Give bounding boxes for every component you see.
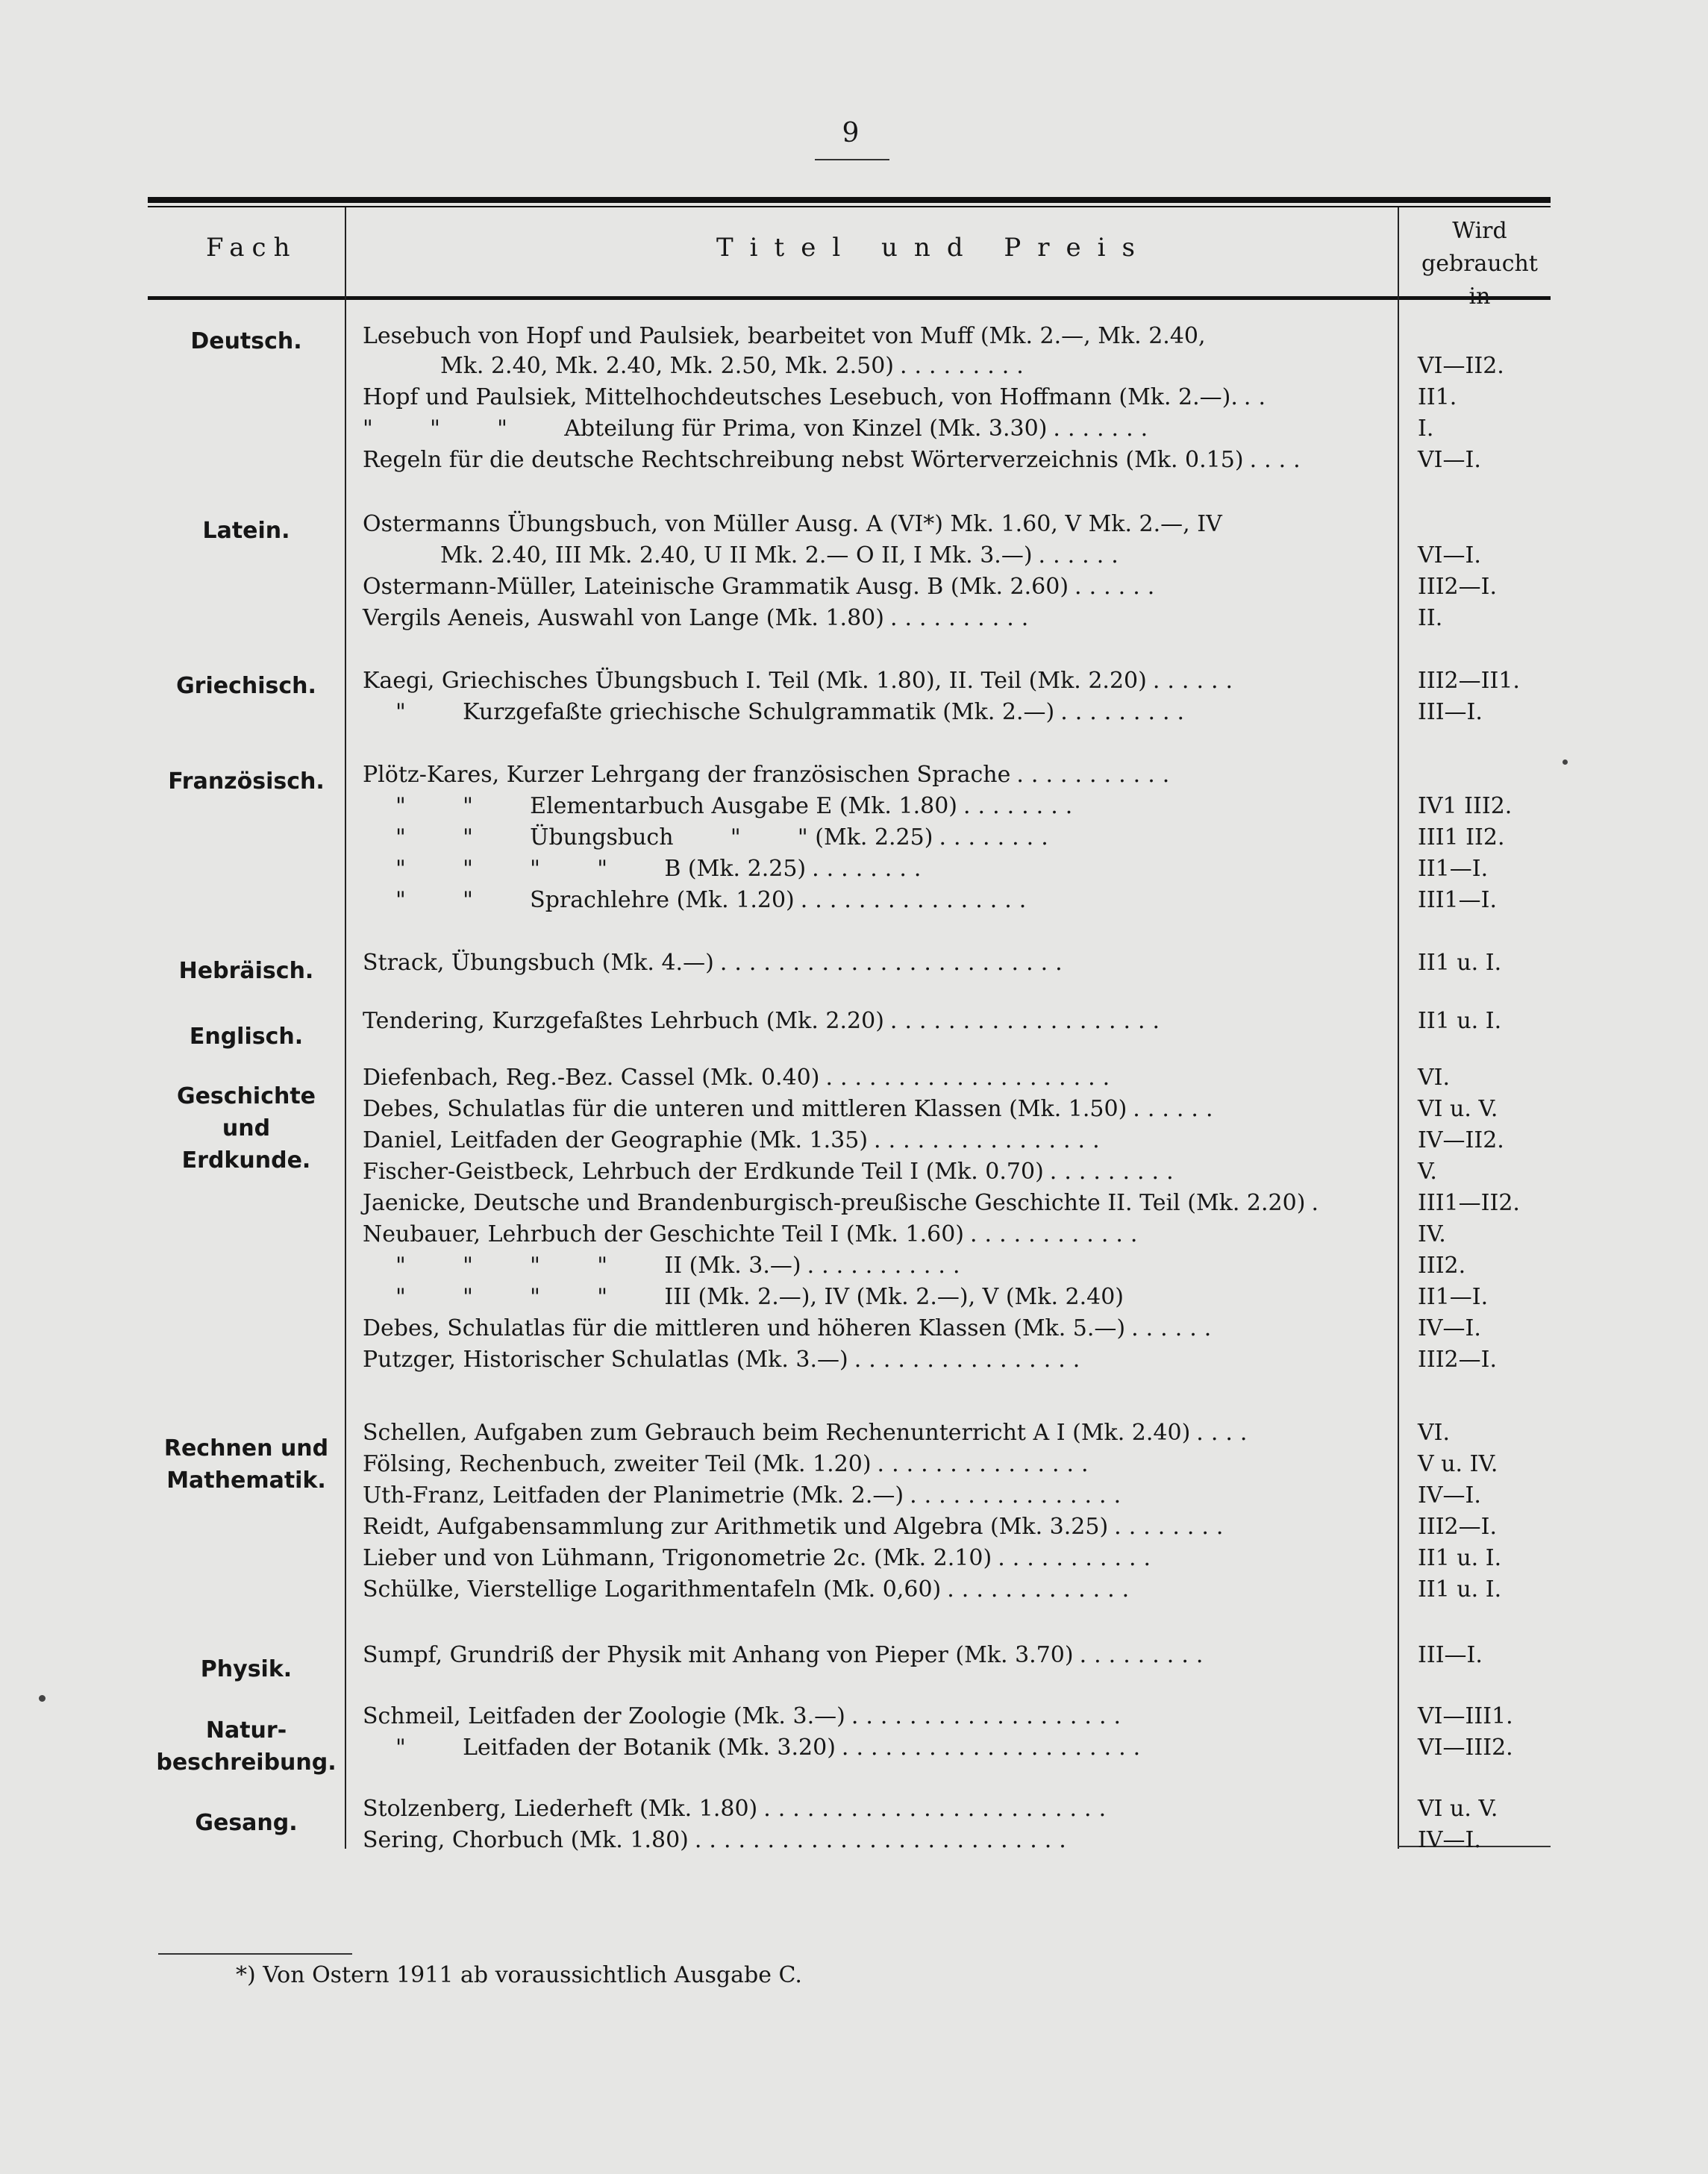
book-row xyxy=(363,1188,1326,1219)
book-title: Neubauer, Lehrbuch der Geschichte Teil I (Mk. 1.60) xyxy=(363,1221,964,1247)
book-title: " Leitfaden der Botanik (Mk. 3.20) xyxy=(395,1735,836,1761)
leader-dots: . xyxy=(1311,1190,1326,1216)
book-title: " " " " II (Mk. 3.—) xyxy=(395,1253,801,1279)
leader-dots: ...... xyxy=(1133,1096,1221,1122)
book-title: " " Elementarbuch Ausgabe E (Mk. 1.80) xyxy=(395,793,957,819)
leader-dots: ........ xyxy=(939,824,1056,851)
klasse-cell: II1 u. I. xyxy=(1418,950,1502,976)
leader-dots: ........... xyxy=(1016,762,1177,788)
book-row xyxy=(363,1156,1181,1188)
klasse-cell: VI—III2. xyxy=(1418,1735,1513,1761)
klasse-cell: II. xyxy=(1418,605,1443,631)
book-title: " " " Abteilung für Prima, von Kinzel (Mk. 3.30) xyxy=(363,416,1048,442)
paper-speck xyxy=(39,1695,46,1702)
subject-deutsch: Deutsch. xyxy=(190,328,302,354)
book-title: Reidt, Aufgabensammlung zur Arithmetik und Algebra (Mk. 3.25) xyxy=(363,1514,1109,1540)
leader-dots: ......... xyxy=(899,353,1031,379)
klasse-cell: III2—I. xyxy=(1418,1514,1498,1540)
klasse-cell: II1—I. xyxy=(1418,1284,1489,1310)
subject-geschichte: Geschichte und Erdkunde. xyxy=(176,1083,316,1174)
klasse-cell: VI u. V. xyxy=(1418,1796,1498,1822)
book-title: Sumpf, Grundriß der Physik mit Anhang von Pieper (Mk. 3.70) xyxy=(363,1642,1074,1668)
book-title: Plötz-Kares, Kurzer Lehrgang der französischen Sprache xyxy=(363,762,1011,788)
book-row xyxy=(395,791,1080,822)
leader-dots: ........................ xyxy=(763,1796,1114,1822)
book-title: Stolzenberg, Liederheft (Mk. 1.80) xyxy=(363,1796,758,1822)
leader-dots: ...... xyxy=(1074,574,1163,600)
header-wird: Wird gebraucht in xyxy=(1421,218,1538,310)
leader-dots: ............. xyxy=(947,1576,1137,1603)
leader-dots: ................ xyxy=(800,887,1034,913)
book-title: Schellen, Aufgaben zum Gebrauch beim Rechenunterricht A I (Mk. 2.40) xyxy=(363,1420,1191,1446)
book-title: Vergils Aeneis, Auswahl von Lange (Mk. 1.80) xyxy=(363,605,884,631)
leader-dots: ......... xyxy=(1060,699,1192,725)
leader-dots: ...... xyxy=(1038,542,1126,568)
book-title: " " Sprachlehre (Mk. 1.20) xyxy=(395,887,795,913)
book-row xyxy=(363,382,1273,413)
column-divider-right xyxy=(1398,207,1399,1849)
book-row xyxy=(363,1543,1158,1574)
klasse-cell: VI. xyxy=(1418,1420,1451,1446)
klasse-cell: III2—I. xyxy=(1418,1347,1498,1373)
leader-dots: .. xyxy=(1243,384,1273,410)
book-row xyxy=(395,1250,968,1282)
klasse-cell: V u. IV. xyxy=(1418,1451,1498,1477)
book-title: Mk. 2.40, Mk. 2.40, Mk. 2.50, Mk. 2.50) xyxy=(440,353,894,379)
book-title: Ostermanns Übungsbuch, von Müller Ausg. A (VI*) Mk. 1.60, V Mk. 2.—, IV xyxy=(363,511,1222,537)
header-titel: Titel und Preis xyxy=(716,233,1151,263)
book-title: Kaegi, Griechisches Übungsbuch I. Teil (Mk. 1.80), II. Teil (Mk. 2.20) xyxy=(363,668,1147,694)
klasse-cell: III2—II1. xyxy=(1418,668,1520,694)
leader-dots: ......... xyxy=(1079,1642,1211,1668)
book-row xyxy=(440,540,1126,571)
leader-dots: ...... xyxy=(1152,668,1241,694)
leader-dots: ........... xyxy=(998,1545,1159,1571)
footnote-rule xyxy=(158,1953,352,1955)
book-row xyxy=(363,445,1308,476)
header-fach: Fach xyxy=(206,233,298,263)
book-title: Regeln für die deutsche Rechtschreibung nebst Wörterverzeichnis (Mk. 0.15) xyxy=(363,447,1244,473)
leader-dots: .......................... xyxy=(694,1827,1074,1853)
book-row xyxy=(395,1282,1130,1313)
book-row xyxy=(363,759,1177,791)
klasse-cell: VI—I. xyxy=(1418,542,1481,568)
klasse-cell: IV—I. xyxy=(1418,1827,1481,1853)
klasse-cell: VI. xyxy=(1418,1065,1451,1091)
book-title: Ostermann-Müller, Lateinische Grammatik Ausg. B (Mk. 2.60) xyxy=(363,574,1069,600)
subject-natur: Natur- beschreibung. xyxy=(156,1717,337,1776)
book-title: Uth-Franz, Leitfaden der Planimetrie (Mk. 2.—) xyxy=(363,1482,904,1509)
book-row xyxy=(363,413,1155,445)
leader-dots: ...... xyxy=(1131,1315,1219,1341)
klasse-cell: IV—I. xyxy=(1418,1482,1481,1509)
klasse-cell: III1—I. xyxy=(1418,887,1498,913)
klasse-cell: III—I. xyxy=(1418,1642,1483,1668)
book-row xyxy=(363,665,1240,697)
leader-dots: ........................ xyxy=(719,950,1070,976)
book-title: Strack, Übungsbuch (Mk. 4.—) xyxy=(363,950,714,976)
leader-dots: ........ xyxy=(963,793,1080,819)
book-row xyxy=(363,1640,1210,1671)
book-row xyxy=(395,822,1056,853)
page-number: 9 xyxy=(842,118,860,148)
klasse-cell: III1 II2. xyxy=(1418,824,1505,851)
leader-dots: ............... xyxy=(877,1451,1096,1477)
column-divider-left xyxy=(345,207,346,1849)
book-row xyxy=(395,697,1192,728)
book-title: Lieber und von Lühmann, Trigonometrie 2c. (Mk. 2.10) xyxy=(363,1545,992,1571)
klasse-cell: VI—I. xyxy=(1418,447,1481,473)
klasse-cell: III1—II2. xyxy=(1418,1190,1520,1216)
klasse-cell: IV1 III2. xyxy=(1418,793,1513,819)
subject-englisch: Englisch. xyxy=(189,1024,304,1050)
leader-dots: ................... xyxy=(889,1008,1168,1034)
subject-latein: Latein. xyxy=(202,518,290,544)
book-row xyxy=(363,1344,1087,1376)
book-row xyxy=(363,321,1212,352)
book-row xyxy=(363,571,1162,603)
book-row xyxy=(363,1574,1136,1606)
book-title: Mk. 2.40, III Mk. 2.40, U II Mk. 2.— O II, I Mk. 3.—) xyxy=(440,542,1033,568)
book-title: " " " " B (Mk. 2.25) xyxy=(395,856,807,882)
klasse-cell: IV. xyxy=(1418,1221,1446,1247)
table-top-rule-thin xyxy=(148,206,1551,207)
book-row xyxy=(363,1512,1230,1543)
leader-dots: ............ xyxy=(970,1221,1145,1247)
klasse-cell: VI u. V. xyxy=(1418,1096,1498,1122)
leader-dots: ......... xyxy=(1049,1159,1181,1185)
leader-dots: .... xyxy=(1196,1420,1255,1446)
book-row xyxy=(363,1701,1128,1732)
leader-dots: ........ xyxy=(812,856,929,882)
book-title: Lesebuch von Hopf und Paulsiek, bearbeitet von Muff (Mk. 2.—, Mk. 2.40, xyxy=(363,323,1206,349)
book-row xyxy=(440,351,1031,382)
book-row xyxy=(363,1794,1113,1825)
subject-franzoesisch: Französisch. xyxy=(168,768,325,795)
book-row xyxy=(363,1449,1096,1480)
leader-dots: ................ xyxy=(854,1347,1088,1373)
book-title: Fischer-Geistbeck, Lehrbuch der Erdkunde Teil I (Mk. 0.70) xyxy=(363,1159,1044,1185)
book-title: Schülke, Vierstellige Logarithmentafeln (Mk. 0,60) xyxy=(363,1576,942,1603)
book-title: Debes, Schulatlas für die unteren und mittleren Klassen (Mk. 1.50) xyxy=(363,1096,1127,1122)
book-title: Hopf und Paulsiek, Mittelhochdeutsches Lesebuch, von Hoffmann (Mk. 2.—). xyxy=(363,384,1238,410)
leader-dots: .......... xyxy=(889,605,1036,631)
book-row xyxy=(395,885,1033,916)
leader-dots: ....... xyxy=(1053,416,1156,442)
klasse-cell: II1—I. xyxy=(1418,856,1489,882)
book-row xyxy=(363,1825,1074,1856)
book-row xyxy=(363,1062,1117,1094)
footnote: *) Von Ostern 1911 ab voraussichtlich Ausgabe C. xyxy=(236,1962,802,1988)
book-title: Schmeil, Leitfaden der Zoologie (Mk. 3.—) xyxy=(363,1703,845,1729)
table-top-rule xyxy=(148,197,1551,203)
book-title: Fölsing, Rechenbuch, zweiter Teil (Mk. 1.20) xyxy=(363,1451,872,1477)
subject-hebraeisch: Hebräisch. xyxy=(178,958,314,984)
subject-griechisch: Griechisch. xyxy=(176,673,316,699)
book-row xyxy=(395,853,928,885)
klasse-cell: VI—III1. xyxy=(1418,1703,1513,1729)
klasse-cell: II1. xyxy=(1418,384,1457,410)
klasse-cell: II1 u. I. xyxy=(1418,1576,1502,1603)
book-title: " " " " III (Mk. 2.—), IV (Mk. 2.—), V (Mk. 2.40) xyxy=(395,1284,1124,1310)
subject-mathe: Rechnen und Mathematik. xyxy=(163,1435,329,1494)
book-row xyxy=(363,1094,1221,1125)
leader-dots: ........ xyxy=(1114,1514,1231,1540)
klasse-cell: II1 u. I. xyxy=(1418,1008,1502,1034)
book-title: " " Übungsbuch " " (Mk. 2.25) xyxy=(395,824,933,851)
leader-dots: .... xyxy=(1249,447,1308,473)
book-title: Jaenicke, Deutsche und Brandenburgisch-preußische Geschichte II. Teil (Mk. 2.20) xyxy=(363,1190,1306,1216)
klasse-cell: III2. xyxy=(1418,1253,1466,1279)
book-row xyxy=(363,1313,1219,1344)
book-title: Sering, Chorbuch (Mk. 1.80) xyxy=(363,1827,689,1853)
leader-dots: ................... xyxy=(851,1703,1129,1729)
book-row xyxy=(363,1125,1107,1156)
klasse-cell: I. xyxy=(1418,416,1434,442)
leader-dots: .................... xyxy=(825,1065,1118,1091)
subject-physik: Physik. xyxy=(200,1656,293,1682)
header-rule xyxy=(148,296,1551,300)
book-row xyxy=(363,1418,1254,1449)
book-title: Daniel, Leitfaden der Geographie (Mk. 1.35) xyxy=(363,1127,869,1153)
book-title: Debes, Schulatlas für die mittleren und höheren Klassen (Mk. 5.—) xyxy=(363,1315,1126,1341)
klasse-cell: IV—II2. xyxy=(1418,1127,1504,1153)
book-row xyxy=(363,1480,1128,1512)
book-row xyxy=(363,947,1070,979)
leader-dots: ............... xyxy=(910,1482,1129,1509)
klasse-cell: IV—I. xyxy=(1418,1315,1481,1341)
klasse-cell: VI—II2. xyxy=(1418,353,1504,379)
paper-speck xyxy=(1562,759,1568,765)
leader-dots: ..................... xyxy=(841,1735,1148,1761)
book-title: Tendering, Kurzgefaßtes Lehrbuch (Mk. 2.20) xyxy=(363,1008,884,1034)
book-row xyxy=(363,1006,1167,1037)
leader-dots: ................ xyxy=(874,1127,1107,1153)
subject-gesang: Gesang. xyxy=(195,1810,298,1836)
book-row xyxy=(363,509,1228,540)
page-number-rule xyxy=(815,159,889,160)
book-row xyxy=(395,1732,1148,1764)
book-title: " Kurzgefaßte griechische Schulgrammatik (Mk. 2.—) xyxy=(395,699,1055,725)
book-row xyxy=(363,603,1036,634)
klasse-cell: III—I. xyxy=(1418,699,1483,725)
book-title: Diefenbach, Reg.-Bez. Cassel (Mk. 0.40) xyxy=(363,1065,820,1091)
klasse-cell: V. xyxy=(1418,1159,1437,1185)
book-title: Putzger, Historischer Schulatlas (Mk. 3.—) xyxy=(363,1347,848,1373)
klasse-cell: II1 u. I. xyxy=(1418,1545,1502,1571)
klasse-cell: III2—I. xyxy=(1418,574,1498,600)
book-row xyxy=(363,1219,1145,1250)
leader-dots: ........... xyxy=(807,1253,968,1279)
